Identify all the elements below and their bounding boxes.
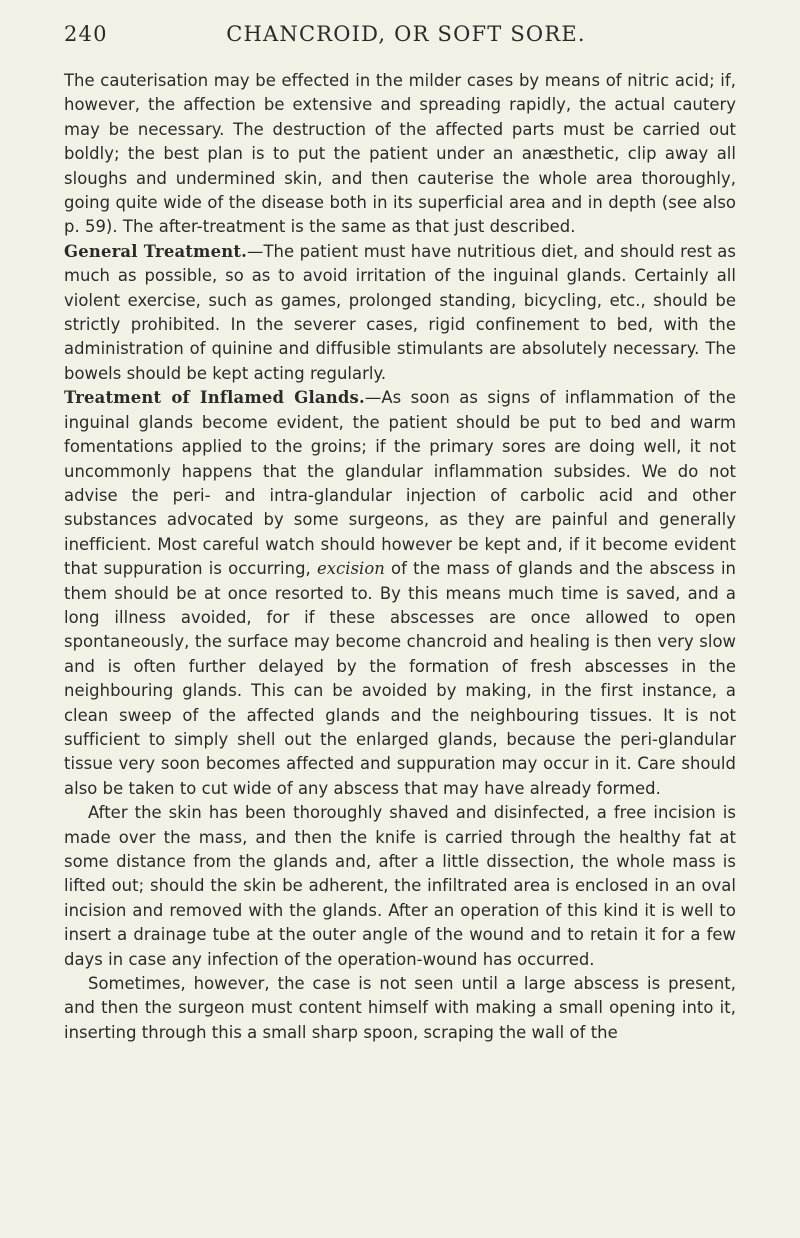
section-heading-general-treatment: General Treatment. xyxy=(64,241,248,261)
book-page xyxy=(64,22,736,1045)
page-number: 240 xyxy=(64,22,108,46)
paragraph-cauterisation: The cauterisation may be effected in the milder cases by means of nitric acid; if, however, the affection be extensive and spreading rapidly, the actual cautery may be necessary. The destruction of the affected parts must be carried out boldly; the best plan is to put the patient under an anæsthetic, clip away all sloughs and undermined skin, and then cauterise the whole area thoroughly, going quite wide of the disease both in its superficial area and in depth (see also p. 59). The after-treatment is the same as that just described. xyxy=(64,71,736,237)
section-heading-inflamed-glands: Treatment of Inflamed Glands. xyxy=(64,388,365,408)
paragraph-inflamed-glands xyxy=(64,386,736,801)
body-text xyxy=(64,69,736,1045)
running-title: CHANCROID, OR SOFT SORE. xyxy=(226,22,586,46)
paragraph-text: —As soon as signs of inflammation of the inguinal glands become evident, the patient should be put to bed and warm fomentations applied to the groins; if the primary sores are doing well, it not uncommonly happens that the glandular inflammation subsides. We do not advise the peri- and intra-glandular injection of carbolic acid and other substances advocated by some surgeons, as they are painful and generally inefficient. Most careful watch should however be kept and, if it become evident that suppuration is occurring, xyxy=(64,388,736,579)
italic-term: excision xyxy=(317,559,385,579)
paragraph-text: —The patient must have nutritious diet, and should rest as much as possible, so as to avoid irritation of the inguinal glands. Certainly all violent exercise, such as games, prolonged standing, bicycling, etc., should be strictly prohibited. In the severer cases, rigid confinement to bed, with the administration of quinine and diffusible stimulants are absolutely necessary. The bowels should be kept acting regularly. xyxy=(64,241,736,383)
paragraph-abscess: Sometimes, however, the case is not seen until a large abscess is present, and then the surgeon must content himself with making a small opening into it, inserting through this a small sharp spoon, scraping the wall of the xyxy=(64,974,736,1042)
paragraph-operation: After the skin has been thoroughly shaved and disinfected, a free incision is made over the mass, and then the knife is carried through the healthy fat at some distance from the glands and, after a little dissection, the whole mass is lifted out; should the skin be adherent, the infiltrated area is enclosed in an oval incision and removed with the glands. After an operation of this kind it is well to insert a drainage tube at the outer angle of the wound and to retain it for a few days in case any infection of the operation-wound has occurred. xyxy=(64,803,736,969)
paragraph-text: of the mass of glands and the abscess in them should be at once resorted to. By this means much time is saved, and a long illness avoided, for if these abscesses are once allowed to open spontaneously, the surface may become chancroid and healing is then very slow and is often further delayed by the formation of fresh abscesses in the neighbouring glands. This can be avoided by making, in the first instance, a clean sweep of the affected glands and the neighbouring tissues. It is not sufficient to simply shell out the enlarged glands, because the peri-glandular tissue very soon becomes affected and suppuration may occur in it. Care should also be taken to cut wide of any abscess that may have already formed. xyxy=(64,559,736,798)
page-header xyxy=(64,22,736,56)
paragraph-general-treatment xyxy=(64,240,736,386)
